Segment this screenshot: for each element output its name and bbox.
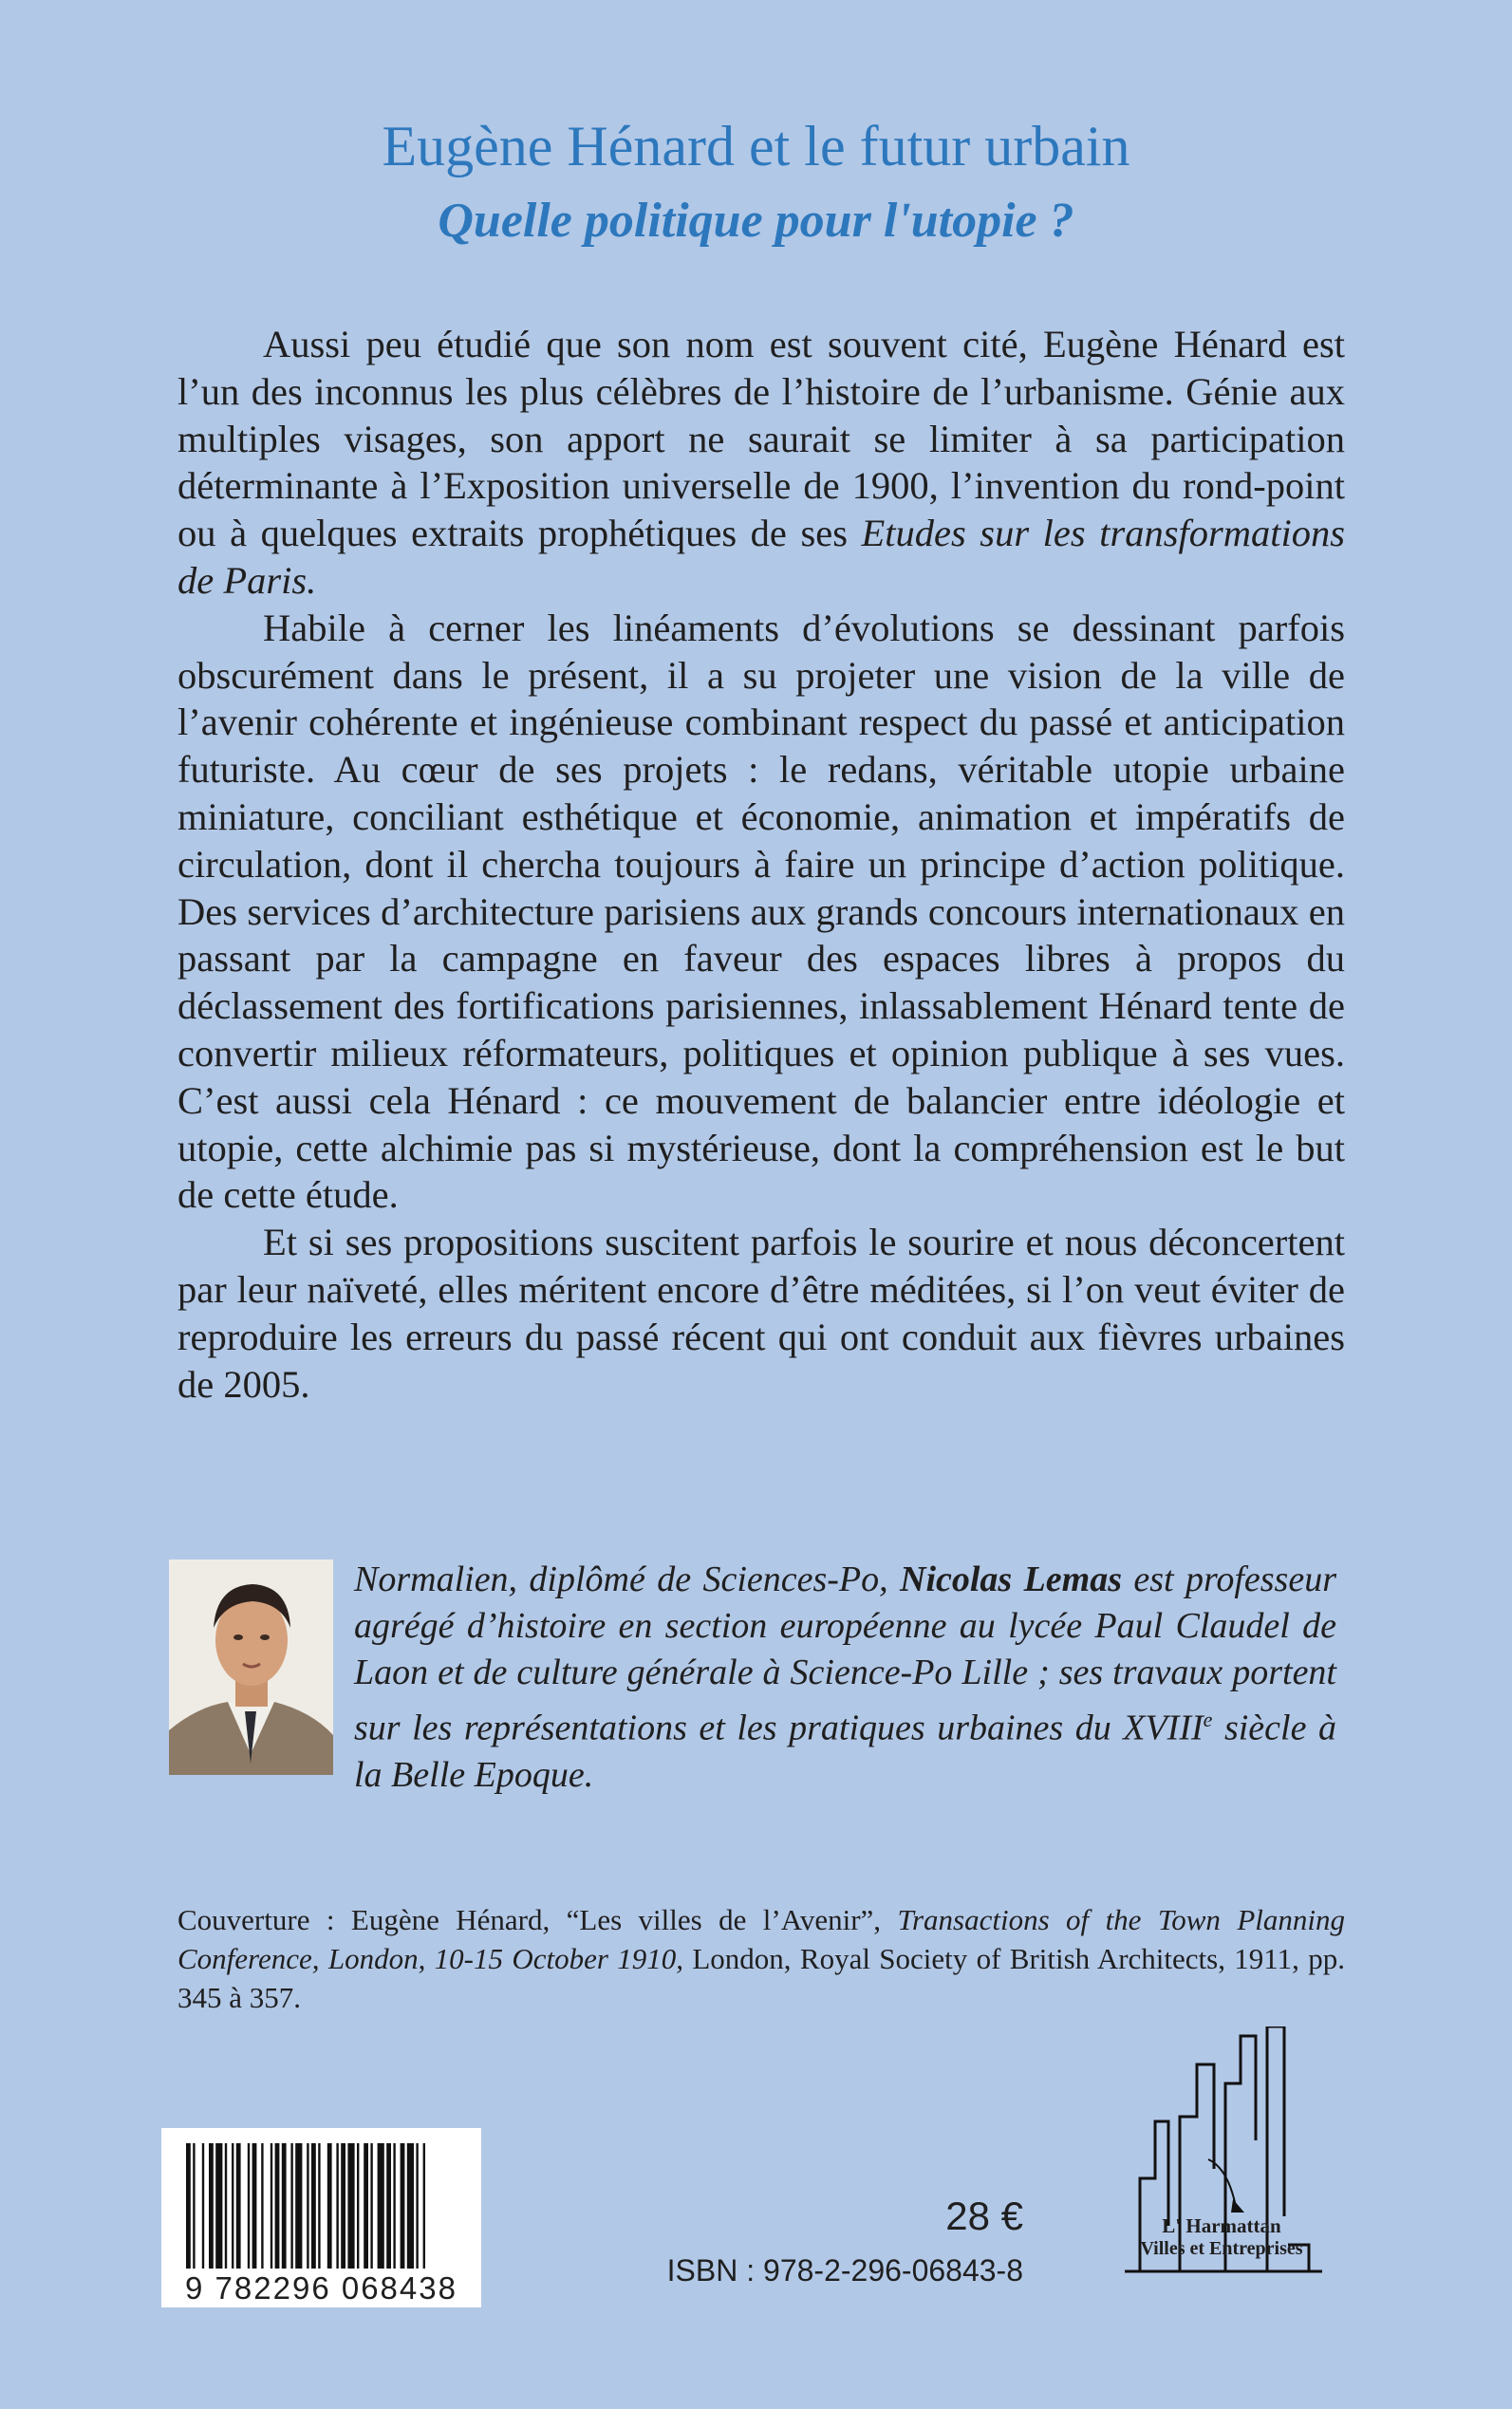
barcode-bars — [161, 2128, 481, 2270]
author-name: Nicolas Lemas — [900, 1559, 1123, 1599]
isbn: ISBN : 978-2-296-06843-8 — [666, 2253, 1023, 2288]
author-portrait-image — [169, 1559, 333, 1775]
barcode-number: 9 782296 068438 — [185, 2270, 457, 2306]
author-bio: Normalien, diplômé de Sciences-Po, Nicolas Lemas est professeur agrégé d’histoire en section européenne au lycée Paul Claudel de Laon et de culture générale à Science-Po Lille ; ses travaux portent sur les représentations et les pratiques urbaines du XVIIIe siècle à la Belle Epoque. — [354, 1559, 1336, 1795]
author-photo — [169, 1559, 333, 1775]
book-title: Eugène Hénard et le futur urbain — [382, 115, 1130, 177]
price: 28 € — [945, 2194, 1023, 2238]
cover-credit: Couverture : Eugène Hénard, “Les villes de l’Avenir”, Transactions of the Town Planning Conference, London, 10-15 October 1910, London, Royal Society of British Architects, 1911, pp. 345 à 357. — [177, 1903, 1345, 2014]
book-subtitle: Quelle politique pour l'utopie ? — [438, 194, 1074, 248]
summary-paragraph-1: Aussi peu étudié que son nom est souvent cité, Eugène Hénard est l’un des inconnus les plus célèbres de l’histoire de l’urbanisme. Génie aux multiples visages, son apport ne saurait se limiter à sa participation déterminante à l’Exposition universelle de 1900, l’invention du rond-point ou à quelques extraits prophétiques de ses Etudes sur les transformations de Paris. — [177, 323, 1345, 602]
cited-work-title: Etudes sur les transformations de Paris. — [177, 512, 1345, 602]
barcode — [161, 2128, 481, 2307]
publisher-collection: Villes et Entreprises — [1140, 2238, 1303, 2259]
summary-paragraph-2: Habile à cerner les linéaments d’évolutions se dessinant parfois obscurément dans le présent, il a su projeter une vision de la ville de l’avenir cohérente et ingénieuse combinant respect du passé et anticipation futuriste. Au cœur de ses projets : le redans, véritable utopie urbaine miniature, conciliant esthétique et économie, animation et impératifs de circulation, dont il chercha toujours à faire un principe d’action politique. Des services d’architecture parisiens aux grands concours internationaux en passant par la campagne en faveur des espaces libres à propos du déclassement des fortifications parisiennes, inlassablement Hénard tente de convertir milieux réformateurs, politiques et opinion publique à ses vues. C’est aussi cela Hénard : ce mouvement de balancier entre idéologie et utopie, cette alchimie pas si mystérieuse, dont la compréhension est le but de cette étude. — [177, 606, 1345, 1217]
publisher-name: L' Harmattan — [1162, 2214, 1281, 2237]
summary-paragraph-3: Et si ses propositions suscitent parfois le sourire et nous déconcertent par leur naïveté, elles méritent encore d’être méditées, si l’on veut éviter de reproduire les erreurs du passé récent qui ont conduit aux fièvres urbaines de 2005. — [177, 1221, 1345, 1406]
back-cover-summary — [177, 321, 1345, 1408]
